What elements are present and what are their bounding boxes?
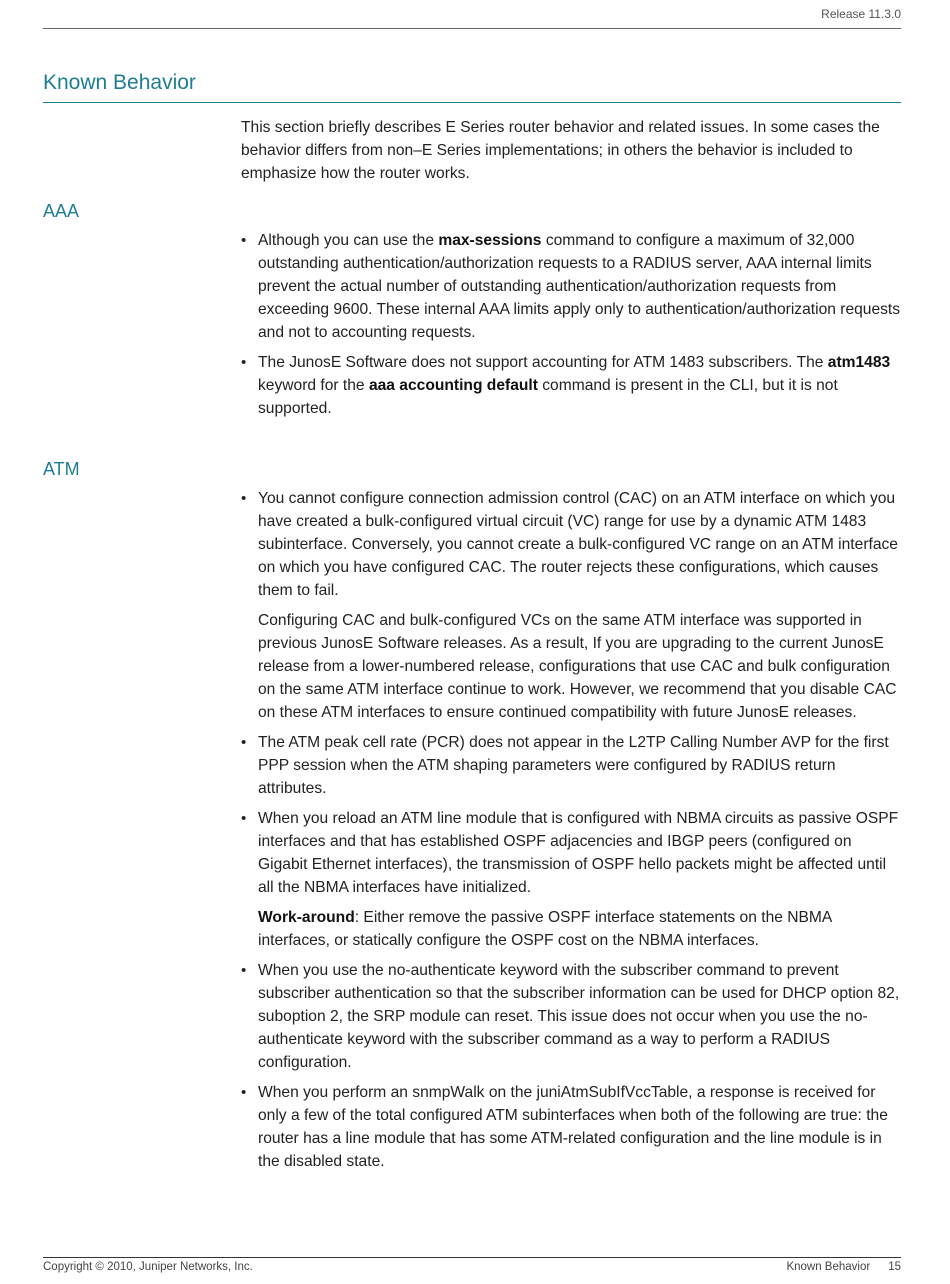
aaa-list-block [241,229,901,427]
text-run: : Either remove the passive OSPF interface statements on the NBMA interfaces, or statically configure the OSPF cost on the NBMA interfaces. [258,909,832,949]
atm-item-1-note: Configuring CAC and bulk-configured VCs on the same ATM interface was supported in previous JunosE Software releases. As a result, If you are upgrading to the current JunosE release from a lower-numbered release, configurations that use CAC and bulk configuration on the same ATM interface continue to work. However, we recommend that you disable CAC on these ATM interfaces to ensure continued compatibility with future JunosE releases. [258,612,897,721]
aaa-heading: AAA [43,201,80,221]
command-keyword: atm1483 [827,354,891,371]
work-around-note [258,906,901,952]
footer-divider [43,1257,901,1258]
list-item [241,229,901,344]
list-item [241,807,901,952]
list-item [241,731,901,800]
atm-list-block [241,487,901,1180]
text-run: command to configure a maximum of 32,000 outstanding authentication/authorization requests to a RADIUS server, AAA internal limits prevent the actual number of outstanding authentication/authorization requests from exceeding 9600. These internal AAA limits apply only to authentication/authorization requests and not to accounting requests. [258,232,901,341]
atm-item-1-text: • You cannot configure connection admission control (CAC) on an ATM interface on which you have created a bulk-configured virtual circuit (VC) range for use by a dynamic ATM 1483 subinterface. Conversely, you cannot create a bulk-configured VC range on an ATM interface on which you have configured CAC. The router rejects these configurations, which causes them to fail. [258,490,898,599]
intro-paragraph: This section briefly describes E Series router behavior and related issues. In some cases the behavior differs from non–E Series implementations; in others the behavior is included to emphasize how the router works. [241,119,880,182]
text-run: Although you can use the [258,232,439,249]
aaa-item-1-text [258,229,901,344]
text-run: command is present in the CLI, but it is not supported. [258,377,838,417]
page-number: 15 [888,1261,901,1273]
list-item [241,959,901,1074]
atm-item-3-text: • When you reload an ATM line module that is configured with NBMA circuits as passive OSPF interfaces and that has established OSPF adjacencies and IBGP peers (configured on Gigabit Ethernet interfaces), the transmission of OSPF hello packets might be affected until all the NBMA interfaces have initialized. [258,810,899,896]
copyright: Copyright © 2010, Juniper Networks, Inc. [43,1261,253,1273]
header-divider [43,28,901,29]
work-around-label: Work-around [258,909,355,926]
footer-section-name: Known Behavior [786,1261,871,1273]
command-keyword: aaa accounting default [368,377,538,394]
command-keyword: max-sessions [438,232,542,249]
atm-item-2-text: • The ATM peak cell rate (PCR) does not appear in the L2TP Calling Number AVP for the first PPP session when the ATM shaping parameters were configured by RADIUS return attributes. [258,734,889,797]
list-item [241,487,901,724]
list-item [241,351,901,420]
atm-heading: ATM [43,459,80,479]
intro-block [241,116,901,185]
text-run: keyword for the [258,377,369,394]
atm-bullet-list [241,487,901,1173]
aaa-item-2-text [258,351,901,420]
release-label: Release 11.3.0 [821,7,901,21]
atm-item-5-text: • When you perform an snmpWalk on the juniAtmSubIfVccTable, a response is received for only a few of the total configured ATM subinterfaces when both of the following are true: the router has a line module that has some ATM-related configuration and the line module is in the disabled state. [258,1084,888,1170]
section-title: Known Behavior [43,71,196,94]
list-item [241,1081,901,1173]
atm-item-4-text: • When you use the no-authenticate keyword with the subscriber command to prevent subscriber authentication so that the subscriber information can be used for DHCP option 82, suboption 2, the SRP module can reset. This issue does not occur when you use the no-authenticate keyword with the subscriber command as a way to perform a RADIUS configuration. [258,962,900,1071]
text-run: The JunosE Software does not support accounting for ATM 1483 subscribers. The [258,354,828,371]
aaa-bullet-list [241,229,901,420]
section-divider [43,102,901,103]
footer-right [786,1261,901,1273]
